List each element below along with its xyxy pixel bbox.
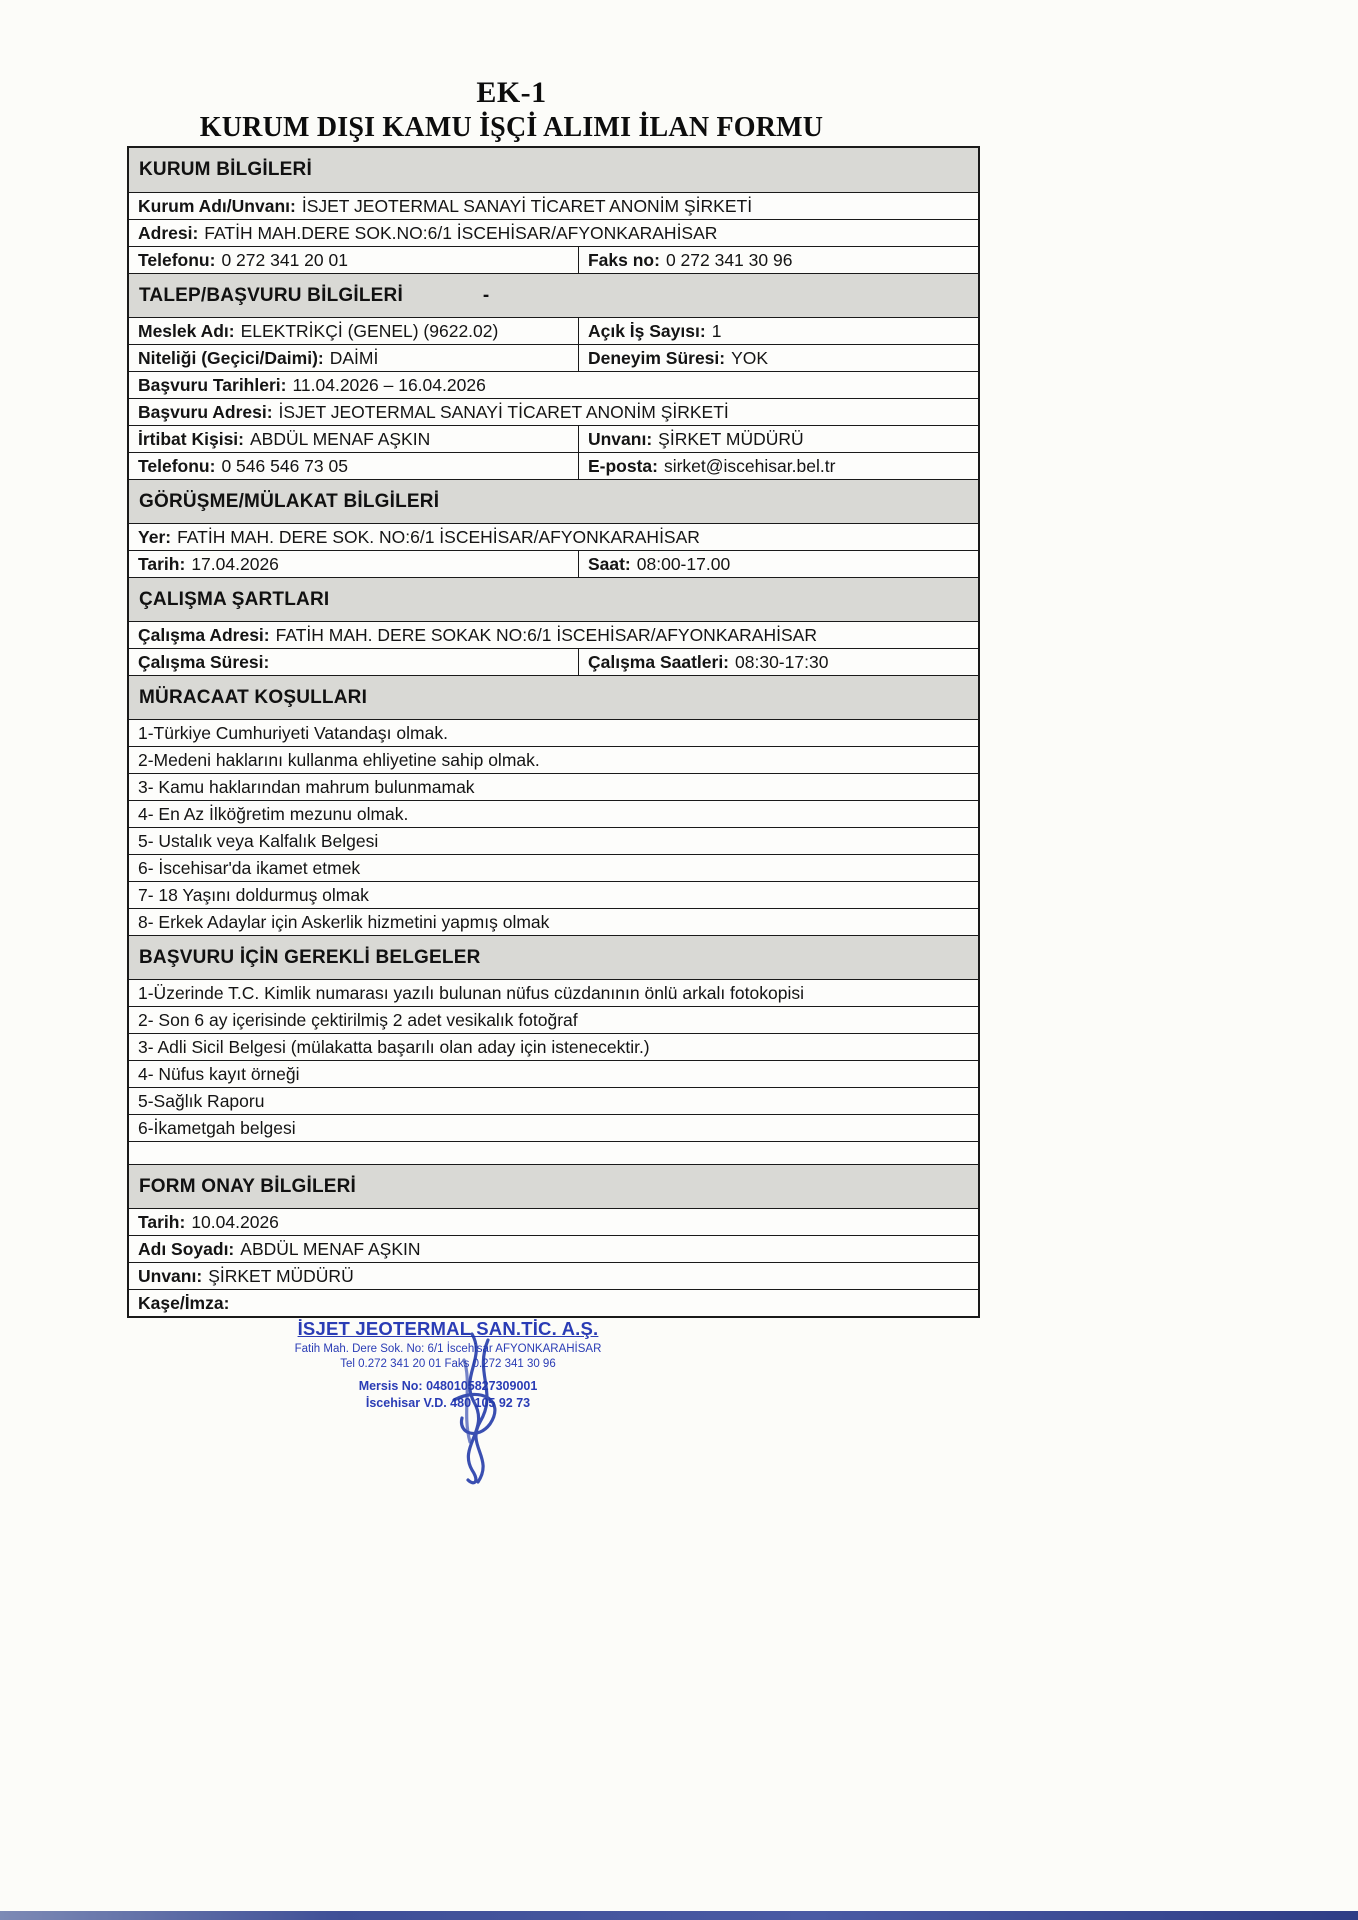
- table-cell: [579, 649, 978, 675]
- table-row: [129, 550, 978, 577]
- table-cell: [579, 247, 978, 273]
- section-header: [129, 577, 978, 621]
- stray-scan-mark: -: [482, 284, 490, 306]
- section-title: GÖRÜŞME/MÜLAKAT BİLGİLERİ: [139, 490, 440, 512]
- table-cell: [129, 1115, 978, 1141]
- list-item-text: 1-Türkiye Cumhuriyeti Vatandaşı olmak.: [138, 722, 448, 743]
- table-row: [129, 908, 978, 935]
- table-cell: [129, 1061, 978, 1087]
- field-label: Açık İş Sayısı:: [587, 320, 706, 341]
- field-value: 08:30-17:30: [735, 651, 829, 672]
- field-value: 10.04.2026: [191, 1211, 279, 1232]
- field-label: Adresi:: [138, 222, 199, 243]
- field-label: İrtibat Kişisi:: [138, 428, 244, 449]
- field-value: FATİH MAH. DERE SOKAK NO:6/1 İSCEHİSAR/AFYONKARAHİSAR: [275, 624, 817, 645]
- table-cell: [129, 828, 978, 854]
- table-row: [129, 1289, 978, 1316]
- table-cell: [129, 774, 978, 800]
- table-row: [129, 1033, 978, 1060]
- table-row: [129, 1208, 978, 1235]
- table-cell: [129, 1034, 978, 1060]
- field-label: Çalışma Saatleri:: [587, 651, 730, 672]
- table-row: [129, 1087, 978, 1114]
- table-cell: [579, 453, 978, 479]
- list-item-text: 6-İkametgah belgesi: [138, 1117, 296, 1138]
- field-label: Meslek Adı:: [138, 320, 235, 341]
- field-label: Unvanı:: [138, 1265, 203, 1286]
- table-cell: [129, 1290, 978, 1316]
- list-item-text: 5-Sağlık Raporu: [138, 1090, 265, 1111]
- field-label: Niteliği (Geçici/Daimi):: [138, 347, 324, 368]
- table-cell: [129, 909, 978, 935]
- section-header: [129, 675, 978, 719]
- table-row: [129, 800, 978, 827]
- field-label: Tarih:: [138, 1211, 186, 1232]
- table-cell: [129, 1007, 978, 1033]
- field-label: E-posta:: [587, 455, 658, 476]
- field-value: ŞİRKET MÜDÜRÜ: [658, 428, 804, 449]
- field-label: Kurum Adı/Unvanı:: [138, 195, 296, 216]
- form-table: [127, 146, 980, 1318]
- field-label: Başvuru Tarihleri:: [138, 374, 287, 395]
- table-cell: [129, 453, 579, 479]
- table-row: [129, 371, 978, 398]
- table-row: [129, 246, 978, 273]
- table-cell: [129, 524, 978, 550]
- table-cell: [129, 801, 978, 827]
- field-value: 1: [711, 320, 722, 341]
- table-cell: [129, 1263, 978, 1289]
- section-title: ÇALIŞMA ŞARTLARI: [139, 588, 330, 610]
- field-label: Çalışma Adresi:: [138, 624, 270, 645]
- table-cell: [129, 372, 978, 398]
- field-value: ABDÜL MENAF AŞKIN: [250, 428, 431, 449]
- list-item-text: 2-Medeni haklarını kullanma ehliyetine sahip olmak.: [138, 749, 540, 770]
- field-value: 0 272 341 30 96: [665, 249, 793, 270]
- field-label: Başvuru Adresi:: [138, 401, 273, 422]
- field-value: 0 546 546 73 05: [221, 455, 348, 476]
- field-value: sirket@iscehisar.bel.tr: [663, 455, 836, 476]
- list-item-text: 3- Adli Sicil Belgesi (mülakatta başarılı olan aday için istenecektir.): [138, 1036, 650, 1057]
- table-cell: [129, 551, 579, 577]
- handwritten-signature: [414, 1330, 544, 1490]
- section-title: TALEP/BAŞVURU BİLGİLERİ: [139, 284, 403, 306]
- field-value: ABDÜL MENAF AŞKIN: [240, 1238, 421, 1259]
- table-cell: [579, 426, 978, 452]
- stamp-company-name: İSJET JEOTERMAL SAN.TİC. A.Ş.: [297, 1318, 599, 1339]
- section-title: KURUM BİLGİLERİ: [139, 159, 312, 180]
- field-value: 0 272 341 20 01: [221, 249, 348, 270]
- document-title: KURUM DIŞI KAMU İŞÇİ ALIMI İLAN FORMU: [199, 112, 824, 143]
- field-label: Yer:: [138, 526, 172, 547]
- table-row: [129, 523, 978, 550]
- table-row: [129, 719, 978, 746]
- table-row: [129, 746, 978, 773]
- empty-row: [129, 1141, 978, 1164]
- field-value: YOK: [731, 347, 769, 368]
- table-row: [129, 881, 978, 908]
- table-cell: [129, 1209, 978, 1235]
- field-label: Kaşe/İmza:: [138, 1292, 230, 1313]
- table-row: [129, 452, 978, 479]
- table-row: [129, 979, 978, 1006]
- field-label: Telefonu:: [138, 249, 216, 270]
- table-cell: [129, 622, 978, 648]
- document-header: [85, 76, 938, 144]
- table-cell: [129, 747, 978, 773]
- field-value: ŞİRKET MÜDÜRÜ: [208, 1265, 354, 1286]
- table-cell: [579, 551, 978, 577]
- table-cell: [579, 318, 978, 344]
- field-value: DAİMİ: [329, 347, 379, 368]
- table-row: [129, 648, 978, 675]
- table-row: [129, 1262, 978, 1289]
- table-row: [129, 854, 978, 881]
- table-row: [129, 398, 978, 425]
- table-row: [129, 773, 978, 800]
- section-header: [129, 935, 978, 979]
- table-row: [129, 1060, 978, 1087]
- table-row: [129, 317, 978, 344]
- table-cell: [579, 345, 978, 371]
- table-cell: [129, 980, 978, 1006]
- section-header: [129, 479, 978, 523]
- section-title: BAŞVURU İÇİN GEREKLİ BELGELER: [139, 946, 481, 968]
- table-row: [129, 1006, 978, 1033]
- field-value: 11.04.2026 – 16.04.2026: [292, 374, 486, 395]
- table-cell: [129, 882, 978, 908]
- list-item-text: 3- Kamu haklarından mahrum bulunmamak: [138, 776, 475, 797]
- list-item-text: 5- Ustalık veya Kalfalık Belgesi: [138, 830, 379, 851]
- table-cell: [129, 649, 579, 675]
- table-cell: [129, 247, 579, 273]
- field-value: İSJET JEOTERMAL SANAYİ TİCARET ANONİM ŞİRKETİ: [278, 401, 729, 422]
- field-label: Çalışma Süresi:: [138, 651, 270, 672]
- field-value: FATİH MAH. DERE SOK. NO:6/1 İSCEHİSAR/AFYONKARAHİSAR: [177, 526, 700, 547]
- list-item-text: 4- Nüfus kayıt örneği: [138, 1063, 300, 1084]
- field-value: 08:00-17.00: [636, 553, 731, 574]
- section-title: MÜRACAAT KOŞULLARI: [139, 686, 368, 708]
- stamp-address: Fatih Mah. Dere Sok. No: 6/1 İscehisar AFYONKARAHİSAR: [294, 1343, 602, 1356]
- table-row: [129, 219, 978, 246]
- list-item-text: 2- Son 6 ay içerisinde çektirilmiş 2 adet vesikalık fotoğraf: [138, 1009, 578, 1030]
- annex-label: EK-1: [476, 76, 547, 109]
- table-cell: [129, 426, 579, 452]
- section-header: [129, 1164, 978, 1208]
- field-label: Unvanı:: [587, 428, 653, 449]
- field-label: Telefonu:: [138, 455, 216, 476]
- section-header: [129, 273, 978, 317]
- table-row: [129, 425, 978, 452]
- list-item-text: 8- Erkek Adaylar için Askerlik hizmetini yapmış olmak: [138, 911, 550, 932]
- field-label: Tarih:: [138, 553, 186, 574]
- stamp-tax-office: İscehisar V.D. 480 105 92 73: [365, 1396, 531, 1411]
- field-value: İSJET JEOTERMAL SANAYİ TİCARET ANONİM ŞİRKETİ: [301, 195, 753, 216]
- table-cell: [129, 193, 978, 219]
- field-label: Faks no:: [587, 249, 660, 270]
- table-row: [129, 827, 978, 854]
- table-row: [129, 1235, 978, 1262]
- table-row: [129, 1114, 978, 1141]
- field-label: Deneyim Süresi:: [587, 347, 726, 368]
- table-cell: [129, 1088, 978, 1114]
- table-row: [129, 192, 978, 219]
- table-cell: [129, 220, 978, 246]
- table-cell: [129, 399, 978, 425]
- field-value: 17.04.2026: [191, 553, 279, 574]
- field-value: FATİH MAH.DERE SOK.NO:6/1 İSCEHİSAR/AFYONKARAHİSAR: [204, 222, 718, 243]
- list-item-text: 4- En Az İlköğretim mezunu olmak.: [138, 803, 409, 824]
- table-cell: [129, 345, 579, 371]
- field-label: Saat:: [587, 553, 631, 574]
- stamp-phone: Tel 0.272 341 20 01 Faks 0.272 341 30 96: [340, 1358, 556, 1371]
- table-cell: [129, 318, 579, 344]
- field-value: ELEKTRİKÇİ (GENEL) (9622.02): [240, 320, 499, 341]
- list-item-text: 7- 18 Yaşını doldurmuş olmak: [138, 884, 369, 905]
- list-item-text: 6- İscehisar'da ikamet etmek: [138, 857, 361, 878]
- list-item-text: 1-Üzerinde T.C. Kimlik numarası yazılı bulunan nüfus cüzdanının önlü arkalı fotokopisi: [138, 982, 804, 1003]
- stamp-mersis-number: Mersis No: 0480105827309001: [358, 1378, 538, 1393]
- table-cell: [129, 1236, 978, 1262]
- table-cell: [129, 720, 978, 746]
- table-cell: [129, 855, 978, 881]
- scan-edge-artifact: [0, 1911, 1358, 1920]
- section-title: FORM ONAY BİLGİLERİ: [139, 1175, 357, 1197]
- table-row: [129, 344, 978, 371]
- table-row: [129, 621, 978, 648]
- field-label: Adı Soyadı:: [138, 1238, 235, 1259]
- section-header: [129, 148, 978, 192]
